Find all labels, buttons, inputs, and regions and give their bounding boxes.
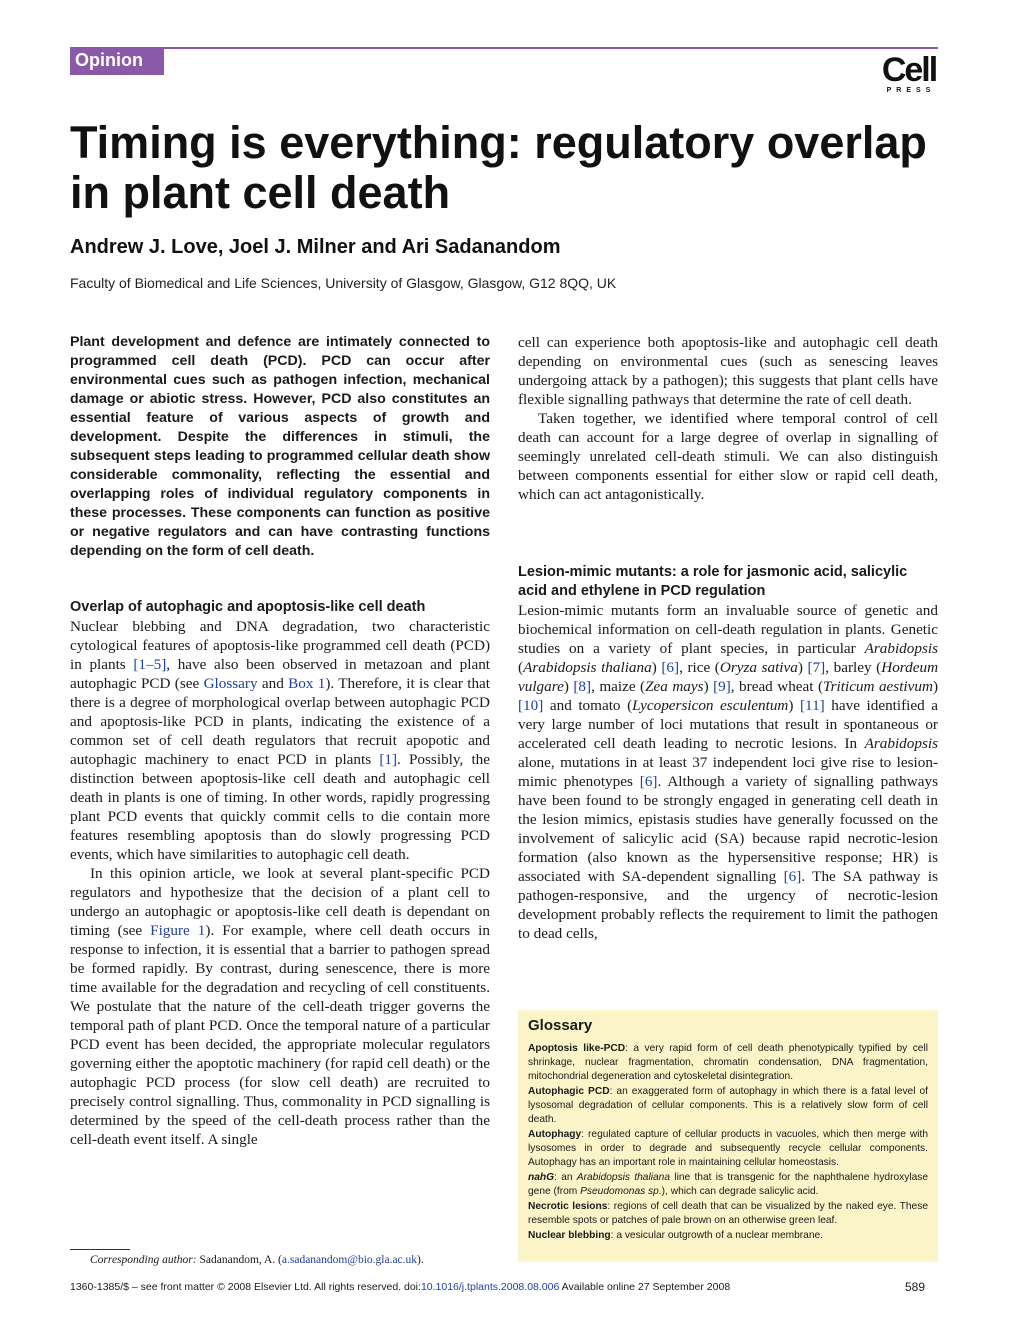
section-label: Opinion <box>70 47 164 75</box>
citation-link[interactable]: [7] <box>807 659 826 676</box>
section2-heading: Lesion-mimic mutants: a role for jasmonic acid, salicylic acid and ethylene in PCD regulation <box>518 564 908 599</box>
left-column-body <box>70 617 490 1149</box>
glossary-entry: Nuclear blebbing: a vesicular outgrowth of a nuclear membrane. <box>528 1230 824 1241</box>
figure-link[interactable]: Figure 1 <box>150 922 206 939</box>
article-title: Timing is everything: regulatory overlap in plant cell death <box>70 117 927 218</box>
glossary-entry: Autophagy: regulated capture of cellular products in vacuoles, which then merge with lysosomes in order to degrade and subsequently recycle cellular components. Autophagy has an important role in maintaining cellular homeostasis. <box>528 1129 928 1168</box>
section1-paragraph-1: Nuclear blebbing and DNA degradation, two characteristic cytological features of apoptosis-like programmed cell death (PCD) in plants [1–5], have also been observed in metazoan and plant autophagic PCD (see Glossary and Box 1). Therefore, it is clear that there is a degree of morphological overlap between autophagic PCD and apoptosis-like PCD in plants, indicating the existence of a common set of cell death regulators that recruit apopotic and autophagic machinery to enact PCD in plants [1]. Possibly, the distinction between apoptosis-like cell death and autophagic cell death in plants is one of timing. In other words, rapidly progressing plant PCD events that quickly commit cells to die contain more features resembling apoptosis than do slowly progressing PCD events, which have similarities to autophagic cell death. <box>70 618 491 863</box>
citation-link[interactable]: [1–5] <box>133 656 167 673</box>
glossary-link[interactable]: Glossary <box>203 675 258 692</box>
corresponding-author-note: Corresponding author: Sadanandom, A. (a.sadanandom@bio.gla.ac.uk). <box>90 1254 424 1266</box>
affiliation: Faculty of Biomedical and Life Sciences, University of Glasgow, Glasgow, G12 8QQ, UK <box>70 275 617 291</box>
logo-main-text: Cell <box>881 51 937 89</box>
glossary-entry: Autophagic PCD: an exaggerated form of autophagy in which there is a fatal level of lysosomal degradation of cellular components. This is a relatively slow form of cell death. <box>528 1086 928 1125</box>
copyright-info: 1360-1385/$ – see front matter © 2008 Elsevier Ltd. All rights reserved. doi:10.1016/j.tplants.2008.08.006 Available online 27 September 2008 <box>70 1281 731 1293</box>
citation-link[interactable]: [1] <box>379 751 398 768</box>
glossary-title: Glossary <box>528 1017 593 1034</box>
section1-heading: Overlap of autophagic and apoptosis-like cell death <box>70 599 426 615</box>
glossary-box <box>518 1010 938 1262</box>
glossary-entry: nahG: an Arabidopsis thaliana line that is transgenic for the naphthalene hydroxylase gene (from Pseudomonas sp.), which can degrade salicylic acid. <box>528 1172 929 1197</box>
authors: Andrew J. Love, Joel J. Milner and Ari Sadanandom <box>70 236 561 258</box>
citation-link[interactable]: [11] <box>800 697 825 714</box>
email-link[interactable]: a.sadanandom@bio.gla.ac.uk <box>281 1254 418 1266</box>
right-paragraph-2: Taken together, we identified where temporal control of cell death can account for a large degree of overlap in signalling of seemingly unrelated cell-death stimuli. We can also distinguish between components essential for either slow or rapid cell death, which can act antagonistically. <box>518 410 938 503</box>
citation-link[interactable]: [9] <box>713 678 731 695</box>
logo-sub-text: PRESS <box>886 87 936 94</box>
footnote-rule <box>70 1249 130 1250</box>
abstract: Plant development and defence are intimately connected to programmed cell death (PCD). PCD can occur after environmental cues such as pathogen infection, mechanical damage or abiotic stress. However, PCD also constitutes an essential feature of various aspects of growth and development. Despite the differences in stimuli, the subsequent steps leading to programmed cellular death show considerable commonality, reflecting the essential and overlapping roles of individual regulatory components in these processes. These components can function as positive or negative regulators and can have contrasting functions depending on the form of cell death. <box>70 334 490 559</box>
citation-link[interactable]: [6] <box>639 773 658 790</box>
box-link[interactable]: Box 1 <box>288 675 326 692</box>
citation-link[interactable]: [6] <box>783 868 802 885</box>
section2-paragraph: Lesion-mimic mutants form an invaluable source of genetic and biochemical information on cell-death regulation in plants. Genetic studies on a variety of plant species, in particular Arabidopsis (Arabidopsis thaliana) [6], rice (Oryza sativa) [7], barley (Hordeum vulgare) [8], maize (Zea mays) [9], bread wheat (Triticum aestivum) [10] and tomato (Lycopersicon esculentum) [11] have identified a very large number of loci mutations that result in spontaneous or accelerated cell death leading to necrotic lesions. In Arabidopsis alone, mutations in at least 37 independent loci give rise to lesion-mimic phenotypes [6]. Although a variety of signalling pathways have been found to be strongly engaged in generating cell death in the lesion mimics, epistasis studies have generally focussed on the involvement of salicylic acid (SA) because rapid necrotic-lesion formation (also known as the hypersensitive response; HR) is associated with SA-dependent signalling [6]. The SA pathway is pathogen-responsive, and the urgency of necrotic-lesion development probably reflects the requirement to limit the pathogen to dead cells, <box>518 602 939 942</box>
cell-press-logo[interactable] <box>880 51 938 94</box>
page-number: 589 <box>905 1280 926 1294</box>
citation-link[interactable]: [8] <box>573 678 592 695</box>
citation-link[interactable]: [10] <box>518 697 544 714</box>
right-paragraph-1: cell can experience both apoptosis-like and autophagic cell death depending on environmental cues (such as senescing leaves undergoing attack by a pathogen); this suggests that plant cells have flexible signalling pathways that determine the rate of cell death. <box>518 334 938 408</box>
citation-link[interactable]: [6] <box>661 659 680 676</box>
header-rule <box>70 47 938 49</box>
glossary-entry: Apoptosis like-PCD: a very rapid form of cell death phenotypically typified by cell shrinkage, nuclear fragmentation, chromatin condensation, DNA fragmentation, mitochondrial degeneration and cytoskeletal disintegration. <box>528 1043 928 1082</box>
section2-body <box>518 601 938 943</box>
section1-paragraph-2: In this opinion article, we look at several plant-specific PCD regulators and hypothesize that the decision of a plant cell to undergo an autophagic or apoptosis-like cell death is dependant on timing (see Figure 1). For example, where cell death occurs in response to infection, it is essential that a barrier to pathogen spread be formed rapidly. By contrast, during senescence, there is more time available for the degradation and recycling of cell constituents. We postulate that the nature of the cell-death trigger governs the temporal path of plant PCD. Once the temporal nature of a particular PCD event has been decided, the appropriate molecular regulators governing either the apoptotic machinery (for rapid cell death) or the autophagic PCD process (for slow cell death) are recruited to precisely control signalling. Thus, commonality in PCD signalling is determined by the speed of the cell-death process rather than the cell-death event itself. A single <box>70 865 490 1148</box>
glossary-entry: Necrotic lesions: regions of cell death that can be visualized by the naked eye. These resemble spots or patches of pale brown on an otherwise green leaf. <box>528 1201 928 1226</box>
right-column-top <box>518 333 938 504</box>
doi-link[interactable]: 10.1016/j.tplants.2008.08.006 <box>420 1281 560 1293</box>
